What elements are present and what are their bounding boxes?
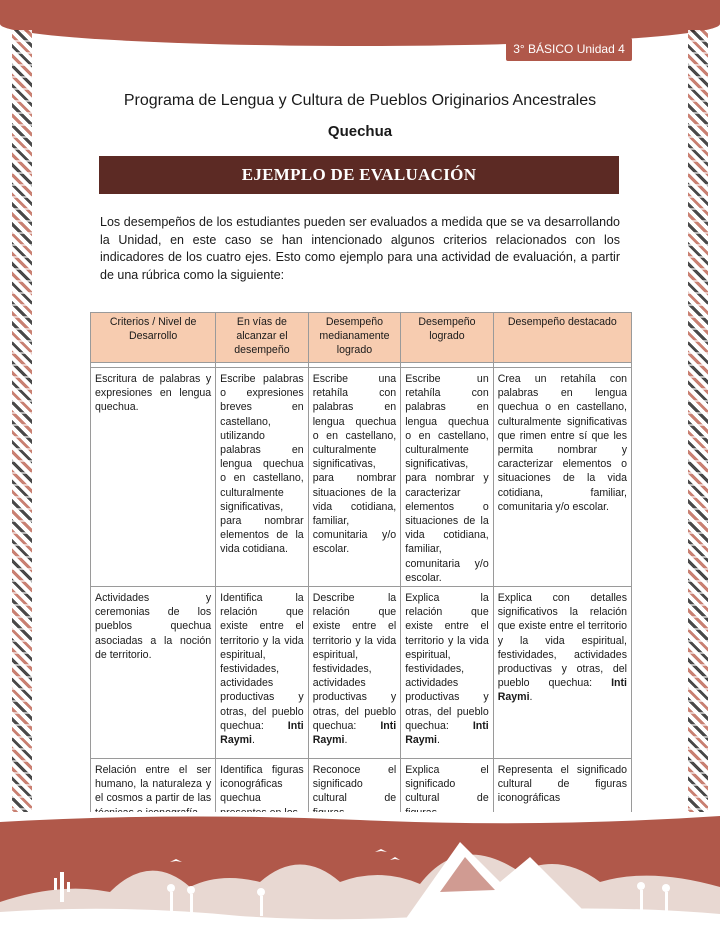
table-row [91,587,632,759]
header-cell: Criterios / Nivel de Desarrollo [91,313,216,363]
intro-paragraph: Los desempeños de los estudiantes pueden ser evaluados a medida que se va desarrollando la Unidad, en este caso se han intencionado algunos criterios relacionados con los indicadores de los cuatro ejes. Esto como ejemplo para una actividad de evaluación, a partir de una rúbrica como la siguiente: [100,215,620,282]
cell-bold-text: Inti Raymi [497,677,627,704]
criterion-cell: Actividades y ceremonias de los pueblos quechua asociadas a la noción de territorio. [91,587,216,759]
cell-text: Identifica la relación que existe entre el territorio y la vida espiritual, festividades, actividades productivas y otras, del pueblo quechua: [220,592,304,732]
level-cell [401,587,494,759]
header-cell: Desempeño medianamente logrado [308,313,401,363]
header-cell: En vías de alcanzar el desempeño [216,313,309,363]
cell-text: Describe la relación que existe entre el territorio y la vida espiritual, festividades, actividades productivas y otras, del pueblo quechua: [312,592,397,732]
right-woven-border [688,30,708,820]
cell-text: Explica con detalles significativos la relación que existe entre el territorio y la vida espiritual, festividades, actividades productivas y otras, del pueblo quechua: [497,592,627,690]
rubric-table [90,312,632,864]
cell-end: . [437,734,440,747]
level-cell: Explica el significado cultural de [401,759,494,864]
unit-badge: 3° BÁSICO Unidad 4 [506,38,632,61]
cell-end: . [344,734,348,747]
level-cell: Identifica figuras iconográficas quechua [216,759,309,864]
level-cell: Crea un retahíla con palabras en lengua quechua o en castellano, culturalmente significativas que rimen entre sí que les permita nombrar y caracterizar elementos o situaciones de la vida cotidiana, familiar, comunitaria y/o escolar. [493,368,631,587]
cell-bold-text: Inti Raymi [405,719,489,747]
cell-end: . [251,734,255,747]
section-banner: EJEMPLO DE EVALUACIÓN [99,156,619,194]
left-woven-border [12,30,32,820]
bottom-landscape-illustration [0,812,720,932]
cell-end: . [529,691,533,704]
level-cell: Escribe un retahíla con palabras en lengua quechua o en castellano, culturalmente significativas, para nombrar y caracterizar elementos o situaciones de la vida cotidiana, familiar, comunitaria y/o escolar. [401,368,494,587]
level-cell: Escribe una retahíla con palabras en lengua quechua o en castellano, culturalmente significativas, para nombrar situaciones de la vida cotidiana, familiar, comunitaria y/o escolar. [308,368,401,587]
header-cell: Desempeño destacado [493,313,631,363]
cell-bold-text: Inti Raymi [312,719,397,747]
level-cell: Escribe palabras o expresiones breves en castellano, utilizando palabras en lengua quechua o en castellano, culturalmente significativas, para nombrar elementos de la vida cotidiana. [216,368,309,587]
level-cell [216,587,309,759]
page-subtitle: Quechua [327,123,393,140]
level-cell [308,587,401,759]
level-cell [493,587,631,759]
table-header-row [91,313,632,363]
landscape-art [0,812,720,932]
cell-text: Explica la relación que existe entre el territorio y la vida espiritual, festividades, actividades productivas y otras, del pueblo quechua: [405,592,489,732]
header-cell: Desempeño logrado [401,313,494,363]
table-row [91,368,632,587]
level-cell: Representa el significado cultural de figuras iconográficas [493,759,631,864]
criterion-cell: Relación entre el ser humano, la naturaleza y el cosmos a partir de las [91,759,216,864]
page-title: Programa de Lengua y Cultura de Pueblos Originarios Ancestrales [123,92,597,109]
level-cell: Reconoce el significado cultural de [308,759,401,864]
criterion-cell: Escritura de palabras y expresiones en lengua quechua. [91,368,216,587]
cell-bold-text: Inti Raymi [220,719,304,747]
